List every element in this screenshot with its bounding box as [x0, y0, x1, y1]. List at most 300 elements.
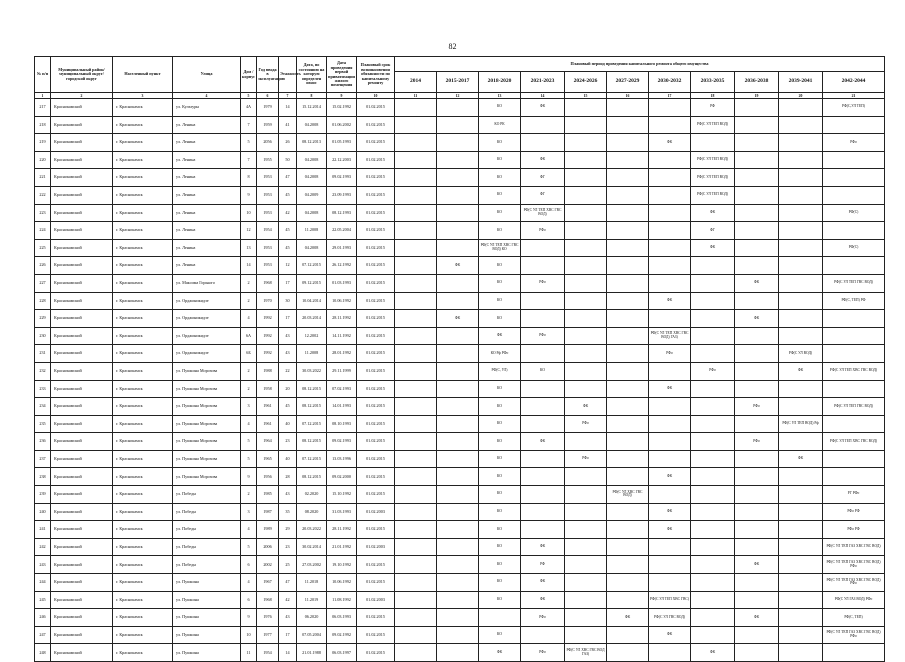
period-cell — [823, 222, 885, 240]
row-number-cell: 219 — [35, 134, 51, 152]
obligation-date-cell: 01.02.2003 — [357, 538, 395, 556]
period-cell — [607, 503, 649, 521]
obligation-date-cell: 01.02.2015 — [357, 222, 395, 240]
table-row — [35, 380, 885, 398]
obligation-date-cell: 01.02.2003 — [357, 503, 395, 521]
year-cell: 1953 — [257, 204, 279, 222]
settlement-cell: г. Краснокамск — [113, 556, 173, 574]
period-cell — [735, 503, 779, 521]
municipality-cell: Краснокамский — [51, 292, 113, 310]
period-cell: КО — [479, 538, 521, 556]
privatization-date-cell: 28.11.1992 — [327, 521, 357, 539]
period-cell — [395, 521, 437, 539]
house-cell: 3 — [241, 503, 257, 521]
period-cell — [691, 556, 735, 574]
period-cell: РФ(С УЛ ХВС ГВС ВОД ГАЗ) — [565, 644, 607, 662]
year-cell: 1955 — [257, 151, 279, 169]
period-cell: РФ(С УЛ ТЕП ВОД) Рф — [779, 415, 823, 433]
period-cell — [691, 327, 735, 345]
period-cell — [735, 380, 779, 398]
street-cell: ул. Пушкина — [173, 591, 241, 609]
period-cell — [395, 362, 437, 380]
municipality-cell: Краснокамский — [51, 99, 113, 117]
period-cell — [779, 274, 823, 292]
period-cell — [521, 116, 565, 134]
year-cell: 1961 — [257, 398, 279, 416]
column-index-cell: 7 — [279, 93, 297, 99]
settlement-cell: г. Краснокамск — [113, 292, 173, 310]
period-cell — [691, 398, 735, 416]
wear-date-cell: 04.2008 — [297, 239, 327, 257]
privatization-date-cell: 10.06.1992 — [327, 574, 357, 592]
wear-date-cell: 04.2008 — [297, 204, 327, 222]
period-cell — [395, 186, 437, 204]
period-header: 2014 — [395, 72, 437, 93]
period-cell — [607, 468, 649, 486]
municipality-cell: Краснокамский — [51, 626, 113, 644]
period-cell — [735, 538, 779, 556]
period-cell — [691, 274, 735, 292]
wear-date-cell: 11.2008 — [297, 222, 327, 240]
period-cell — [779, 222, 823, 240]
period-cell — [565, 169, 607, 187]
privatization-date-cell: 09.02.2000 — [327, 468, 357, 486]
privatization-date-cell: 14.01.1993 — [327, 398, 357, 416]
municipality-cell: Краснокамский — [51, 609, 113, 627]
period-cell — [521, 503, 565, 521]
privatization-date-cell: 23.09.1993 — [327, 186, 357, 204]
row-number-cell: 237 — [35, 450, 51, 468]
period-cell — [565, 433, 607, 451]
privatization-date-cell: 22.12.2003 — [327, 151, 357, 169]
house-cell: 2 — [241, 292, 257, 310]
period-cell: РФ(С, ТЕП) — [823, 609, 885, 627]
period-cell — [565, 134, 607, 152]
table-row — [35, 169, 885, 187]
period-cell — [735, 169, 779, 187]
period-cell — [823, 186, 885, 204]
wear-date-cell: 30.03.2022 — [297, 362, 327, 380]
period-cell — [779, 574, 823, 592]
street-cell: ул. Орджоникидзе — [173, 292, 241, 310]
col-year-header: Год ввода в эксплуатацию — [257, 57, 279, 93]
column-index-cell: 17 — [649, 93, 691, 99]
house-cell: 2 — [241, 486, 257, 504]
period-cell — [779, 186, 823, 204]
obligation-date-cell: 01.02.2015 — [357, 186, 395, 204]
period-cell: РФ(С, ТЕП) РФ — [823, 292, 885, 310]
page-number: 82 — [448, 42, 457, 51]
row-number-cell: 226 — [35, 257, 51, 275]
period-cell — [649, 116, 691, 134]
house-cell: 9 — [241, 468, 257, 486]
period-header: 2015-2017 — [437, 72, 479, 93]
street-cell: ул. Победы — [173, 503, 241, 521]
year-cell: 1976 — [257, 609, 279, 627]
period-header: 2021-2023 — [521, 72, 565, 93]
period-cell — [691, 415, 735, 433]
row-number-cell: 245 — [35, 591, 51, 609]
wear-date-cell: 04.2008 — [297, 116, 327, 134]
floors-cell: 17 — [279, 274, 297, 292]
settlement-cell: г. Краснокамск — [113, 609, 173, 627]
wear-date-cell: 20.03.2022 — [297, 521, 327, 539]
period-cell: РФ(С УЛ ТЕП ВОД) — [691, 186, 735, 204]
period-cell — [607, 151, 649, 169]
floors-cell: 22 — [279, 362, 297, 380]
period-cell — [823, 151, 885, 169]
period-cell: КО — [479, 292, 521, 310]
row-number-cell: 232 — [35, 362, 51, 380]
municipality-cell: Краснокамский — [51, 591, 113, 609]
period-cell — [395, 609, 437, 627]
period-cell — [565, 257, 607, 275]
period-cell: КО — [479, 257, 521, 275]
period-cell: РФ(С УЛ ТЕП ГАЗ ХВС ГВС ВОД) РФо — [823, 556, 885, 574]
period-cell — [735, 116, 779, 134]
year-cell: 1992 — [257, 310, 279, 328]
table-row — [35, 274, 885, 292]
period-cell — [521, 239, 565, 257]
period-cell — [735, 222, 779, 240]
period-cell: РФо — [823, 134, 885, 152]
period-cell — [565, 626, 607, 644]
period-cell: ФК — [691, 204, 735, 222]
period-cell: РФ — [521, 556, 565, 574]
period-cell — [649, 151, 691, 169]
obligation-date-cell: 01.02.2015 — [357, 556, 395, 574]
period-cell — [395, 116, 437, 134]
table-row — [35, 468, 885, 486]
period-cell — [649, 538, 691, 556]
period-cell — [395, 345, 437, 363]
settlement-cell: г. Краснокамск — [113, 398, 173, 416]
period-cell — [607, 415, 649, 433]
wear-date-cell: 07.12.2015 — [297, 257, 327, 275]
street-cell: ул. Пушкина Морозова — [173, 362, 241, 380]
street-cell: ул. Ленина — [173, 134, 241, 152]
period-cell: КО — [479, 591, 521, 609]
column-index-cell: 9 — [327, 93, 357, 99]
period-cell: ФК — [437, 310, 479, 328]
period-cell — [437, 169, 479, 187]
period-cell — [521, 626, 565, 644]
floors-cell: 47 — [279, 574, 297, 592]
col-obligation-date-header: Плановый срок возникновения обязанности по капитальному ремонту — [357, 57, 395, 93]
period-cell — [395, 257, 437, 275]
period-cell — [437, 609, 479, 627]
period-cell — [607, 591, 649, 609]
floors-cell: 40 — [279, 415, 297, 433]
street-cell: ул. Ленина — [173, 169, 241, 187]
settlement-cell: г. Краснокамск — [113, 574, 173, 592]
row-number-cell: 238 — [35, 468, 51, 486]
privatization-date-cell: 09.02.1993 — [327, 433, 357, 451]
period-cell: ФК — [735, 609, 779, 627]
period-cell: КО — [479, 99, 521, 117]
period-cell — [395, 327, 437, 345]
period-cell — [565, 538, 607, 556]
period-cell — [735, 486, 779, 504]
period-cell — [565, 486, 607, 504]
settlement-cell: г. Краснокамск — [113, 591, 173, 609]
period-header: 2027-2029 — [607, 72, 649, 93]
period-cell — [607, 398, 649, 416]
municipality-cell: Краснокамский — [51, 380, 113, 398]
period-cell — [437, 99, 479, 117]
municipality-cell: Краснокамский — [51, 151, 113, 169]
period-cell: ФК — [735, 556, 779, 574]
period-cell — [565, 468, 607, 486]
municipality-cell: Краснокамский — [51, 538, 113, 556]
period-cell — [691, 380, 735, 398]
table-row — [35, 362, 885, 380]
period-cell — [823, 327, 885, 345]
period-cell — [823, 415, 885, 433]
settlement-cell: г. Краснокамск — [113, 257, 173, 275]
floors-cell: 42 — [279, 591, 297, 609]
row-number-cell: 235 — [35, 415, 51, 433]
period-cell — [649, 433, 691, 451]
period-cell — [437, 486, 479, 504]
period-cell — [691, 134, 735, 152]
year-cell: 2006 — [257, 538, 279, 556]
period-cell — [565, 556, 607, 574]
period-cell — [779, 609, 823, 627]
column-index-cell: 2 — [51, 93, 113, 99]
period-cell: ФК — [691, 239, 735, 257]
obligation-date-cell: 01.02.2015 — [357, 151, 395, 169]
period-cell — [779, 99, 823, 117]
street-cell: ул. Пушкина Морозова — [173, 450, 241, 468]
period-cell: ФК — [649, 626, 691, 644]
house-cell: 9 — [241, 186, 257, 204]
column-index-cell: 1 — [35, 93, 51, 99]
obligation-date-cell: 01.02.2015 — [357, 257, 395, 275]
period-cell: РФ(С УЛ ВОД) — [779, 345, 823, 363]
period-cell — [521, 292, 565, 310]
period-cell — [649, 204, 691, 222]
floors-cell: 25 — [279, 556, 297, 574]
floors-cell: 17 — [279, 310, 297, 328]
obligation-date-cell: 01.02.2015 — [357, 327, 395, 345]
period-cell — [735, 574, 779, 592]
street-cell: ул. Пушкина — [173, 644, 241, 662]
privatization-date-cell: 01.05.1993 — [327, 134, 357, 152]
obligation-date-cell: 01.02.2015 — [357, 415, 395, 433]
period-cell: КО — [479, 486, 521, 504]
period-cell — [437, 591, 479, 609]
column-index-cell: 6 — [257, 93, 279, 99]
period-cell — [565, 521, 607, 539]
table-row — [35, 151, 885, 169]
column-index-cell: 12 — [437, 93, 479, 99]
floors-cell: 50 — [279, 151, 297, 169]
street-cell: ул. Ленина — [173, 204, 241, 222]
period-header: 2039-2041 — [779, 72, 823, 93]
period-cell: РФо — [691, 362, 735, 380]
municipality-cell: Краснокамский — [51, 521, 113, 539]
period-cell — [607, 134, 649, 152]
col-street-header: Улица — [173, 57, 241, 93]
street-cell: ул. Орджоникидзе — [173, 345, 241, 363]
settlement-cell: г. Краснокамск — [113, 503, 173, 521]
municipality-cell: Краснокамский — [51, 310, 113, 328]
capital-repair-table-sheet — [34, 56, 884, 662]
period-cell — [735, 591, 779, 609]
period-cell: РФо — [521, 327, 565, 345]
municipality-cell: Краснокамский — [51, 468, 113, 486]
house-cell: 7 — [241, 116, 257, 134]
period-cell — [565, 186, 607, 204]
row-number-cell: 229 — [35, 310, 51, 328]
municipality-cell: Краснокамский — [51, 556, 113, 574]
table-row — [35, 433, 885, 451]
period-cell — [437, 450, 479, 468]
house-cell: 2 — [241, 362, 257, 380]
period-cell — [735, 644, 779, 662]
period-cell — [437, 574, 479, 592]
period-cell: РФ(С УЛ ТЕП ВОД) — [691, 116, 735, 134]
period-cell — [649, 257, 691, 275]
period-cell: РФ(С УЛ ТЕП ГВС ВОД) — [823, 274, 885, 292]
house-cell: 10 — [241, 204, 257, 222]
privatization-date-cell: 28.11.1992 — [327, 310, 357, 328]
period-cell — [779, 626, 823, 644]
period-cell — [779, 327, 823, 345]
period-header: 2030-2032 — [649, 72, 691, 93]
period-cell: ФГ — [691, 222, 735, 240]
row-number-cell: 225 — [35, 239, 51, 257]
period-cell — [607, 380, 649, 398]
period-cell — [691, 310, 735, 328]
period-cell: РФо — [521, 222, 565, 240]
house-cell: 4 — [241, 415, 257, 433]
period-cell — [565, 327, 607, 345]
house-cell: 5 — [241, 450, 257, 468]
period-cell — [779, 591, 823, 609]
street-cell: ул. Ленина — [173, 116, 241, 134]
privatization-date-cell: 08.12.1993 — [327, 204, 357, 222]
period-cell — [395, 433, 437, 451]
floors-cell: 43 — [279, 486, 297, 504]
settlement-cell: г. Краснокамск — [113, 134, 173, 152]
period-cell: ФК — [521, 151, 565, 169]
period-cell — [437, 362, 479, 380]
obligation-date-cell: 01.02.2015 — [357, 609, 395, 627]
house-cell: 6Б — [241, 345, 257, 363]
obligation-date-cell: 01.02.2015 — [357, 169, 395, 187]
year-cell: 1953 — [257, 186, 279, 204]
col-floors-header: Этажность — [279, 57, 297, 93]
floors-cell: 30 — [279, 292, 297, 310]
period-cell — [479, 609, 521, 627]
period-cell: КО — [479, 222, 521, 240]
period-cell: КО — [479, 626, 521, 644]
period-cell: КО — [521, 362, 565, 380]
municipality-cell: Краснокамский — [51, 362, 113, 380]
floors-cell: 23 — [279, 433, 297, 451]
privatization-date-cell: 31.03.1993 — [327, 503, 357, 521]
period-cell: ФК — [521, 574, 565, 592]
period-cell — [823, 644, 885, 662]
table-row — [35, 239, 885, 257]
table-row — [35, 257, 885, 275]
period-cell — [565, 609, 607, 627]
period-cell — [607, 222, 649, 240]
period-header: 2018-2020 — [479, 72, 521, 93]
period-cell — [649, 274, 691, 292]
period-cell — [607, 274, 649, 292]
period-cell: ФК — [649, 503, 691, 521]
period-cell: РФо — [521, 274, 565, 292]
floors-cell: 20 — [279, 380, 297, 398]
column-index-cell: 4 — [173, 93, 241, 99]
obligation-date-cell: 01.02.2015 — [357, 468, 395, 486]
street-cell: ул. Ленина — [173, 151, 241, 169]
period-cell — [735, 521, 779, 539]
period-cell — [607, 186, 649, 204]
table-row — [35, 574, 885, 592]
street-cell: ул. Победы — [173, 521, 241, 539]
period-cell — [691, 433, 735, 451]
privatization-date-cell: 13.03.1996 — [327, 450, 357, 468]
period-cell — [779, 257, 823, 275]
period-cell: КО — [479, 503, 521, 521]
period-cell: ФГ — [521, 169, 565, 187]
column-index-cell: 21 — [823, 93, 885, 99]
period-cell — [779, 468, 823, 486]
table-row — [35, 292, 885, 310]
period-cell — [649, 310, 691, 328]
period-cell: РФ(С УЛ ТЕП ГАЗ ХВС ГВС ВОД) РФо — [823, 574, 885, 592]
wear-date-cell: 07.12.2015 — [297, 450, 327, 468]
period-cell — [823, 169, 885, 187]
period-cell — [735, 626, 779, 644]
period-cell — [521, 134, 565, 152]
row-number-cell: 227 — [35, 274, 51, 292]
table-row — [35, 626, 885, 644]
period-cell — [565, 574, 607, 592]
municipality-cell: Краснокамский — [51, 239, 113, 257]
municipality-cell: Краснокамский — [51, 222, 113, 240]
period-cell — [779, 556, 823, 574]
settlement-cell: г. Краснокамск — [113, 151, 173, 169]
wear-date-cell: 09.12.2015 — [297, 274, 327, 292]
municipality-cell: Краснокамский — [51, 415, 113, 433]
period-cell — [521, 380, 565, 398]
year-cell: 1958 — [257, 380, 279, 398]
municipality-cell: Краснокамский — [51, 169, 113, 187]
row-number-cell: 247 — [35, 626, 51, 644]
col-settlement-header: Населенный пункт — [113, 57, 173, 93]
obligation-date-cell: 01.02.2015 — [357, 380, 395, 398]
column-index-cell: 19 — [735, 93, 779, 99]
municipality-cell: Краснокамский — [51, 503, 113, 521]
year-cell: 1959 — [257, 116, 279, 134]
period-cell: РФ(С УЛ ТЕП ХВС ГВС ВОД) — [521, 204, 565, 222]
privatization-date-cell: 19.10.1992 — [327, 556, 357, 574]
period-cell — [565, 310, 607, 328]
row-number-cell: 221 — [35, 169, 51, 187]
privatization-date-cell: 15.10.1992 — [327, 486, 357, 504]
period-cell — [779, 538, 823, 556]
period-cell — [607, 556, 649, 574]
table-header — [35, 57, 885, 99]
settlement-cell: г. Краснокамск — [113, 468, 173, 486]
period-cell — [395, 486, 437, 504]
municipality-cell: Краснокамский — [51, 327, 113, 345]
